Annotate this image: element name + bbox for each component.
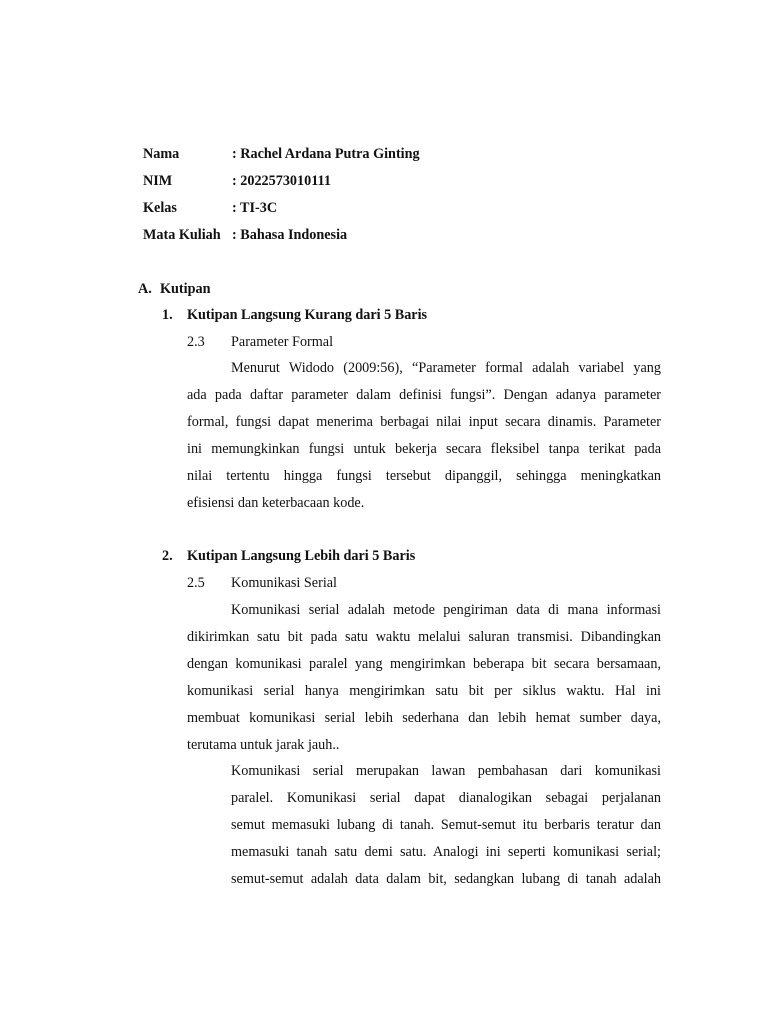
- paragraph-line: efisiensi dan keterbacaan kode.: [187, 495, 365, 511]
- paragraph-line: komunikasi serial hanya mengirimkan satu bit per siklus waktu. Hal ini: [187, 683, 661, 699]
- paragraph-line: dengan komunikasi paralel yang mengirimkan beberapa bit secara bersamaan,: [187, 656, 661, 672]
- item2-sub-title: Komunikasi Serial: [231, 575, 337, 591]
- quote-line: memasuki tanah satu demi satu. Analogi ini seperti komunikasi serial;: [231, 844, 661, 860]
- paragraph-line: terutama untuk jarak jauh..: [187, 737, 340, 753]
- paragraph-line: ini memungkinkan fungsi untuk bekerja secara fleksibel tanpa terikat pada: [187, 441, 661, 457]
- item2-paragraph: [187, 597, 661, 759]
- section-a-marker: A.: [138, 281, 152, 297]
- identity-value: : Rachel Ardana Putra Ginting: [232, 146, 420, 162]
- identity-label: Kelas: [143, 200, 177, 216]
- paragraph-line: formal, fungsi dapat menerima berbagai nilai input secara dinamis. Parameter: [187, 414, 661, 430]
- section-a-title: Kutipan: [160, 281, 211, 297]
- quote-line: semut-semut adalah data dalam bit, sedangkan lubang di tanah adalah: [231, 871, 661, 887]
- paragraph-line: dikirimkan satu bit pada satu waktu melalui saluran transmisi. Dibandingkan: [187, 629, 661, 645]
- identity-label: Nama: [143, 146, 180, 162]
- identity-row-nim: [143, 173, 331, 190]
- identity-row-mata-kuliah: [143, 227, 347, 244]
- item2-sub-number: 2.5: [187, 575, 205, 591]
- paragraph-line: ada pada daftar parameter dalam definisi fungsi”. Dengan adanya parameter: [187, 387, 661, 403]
- item1-marker: 1.: [162, 307, 173, 323]
- item2-marker: 2.: [162, 548, 173, 564]
- identity-row-kelas: [143, 200, 277, 217]
- paragraph-line: nilai tertentu hingga fungsi tersebut dipanggil, sehingga meningkatkan: [187, 468, 661, 484]
- item1-sub-title: Parameter Formal: [231, 334, 334, 350]
- quote-line: semut memasuki lubang di tanah. Semut-semut itu berbaris teratur dan: [231, 817, 661, 833]
- item1-paragraph: [187, 355, 661, 517]
- item1-sub-number: 2.3: [187, 334, 205, 350]
- item2-title: Kutipan Langsung Lebih dari 5 Baris: [187, 548, 416, 564]
- identity-value: : Bahasa Indonesia: [232, 227, 348, 243]
- paragraph-line: Komunikasi serial adalah metode pengiriman data di mana informasi: [231, 602, 661, 618]
- item1-title: Kutipan Langsung Kurang dari 5 Baris: [187, 307, 428, 323]
- identity-label: NIM: [143, 173, 173, 189]
- identity-label: Mata Kuliah: [143, 227, 221, 243]
- identity-row-nama: [143, 146, 420, 163]
- identity-value: : TI-3C: [232, 200, 278, 216]
- quote-line: Komunikasi serial merupakan lawan pembahasan dari komunikasi: [231, 763, 661, 779]
- paragraph-line: membuat komunikasi serial lebih sederhana dan lebih hemat sumber daya,: [187, 710, 661, 726]
- identity-value: : 2022573010111: [232, 173, 331, 189]
- quote-line: paralel. Komunikasi serial dapat dianalogikan sebagai perjalanan: [231, 790, 661, 806]
- paragraph-line: Menurut Widodo (2009:56), “Parameter formal adalah variabel yang: [231, 360, 661, 376]
- item2-block-quote: [231, 758, 661, 893]
